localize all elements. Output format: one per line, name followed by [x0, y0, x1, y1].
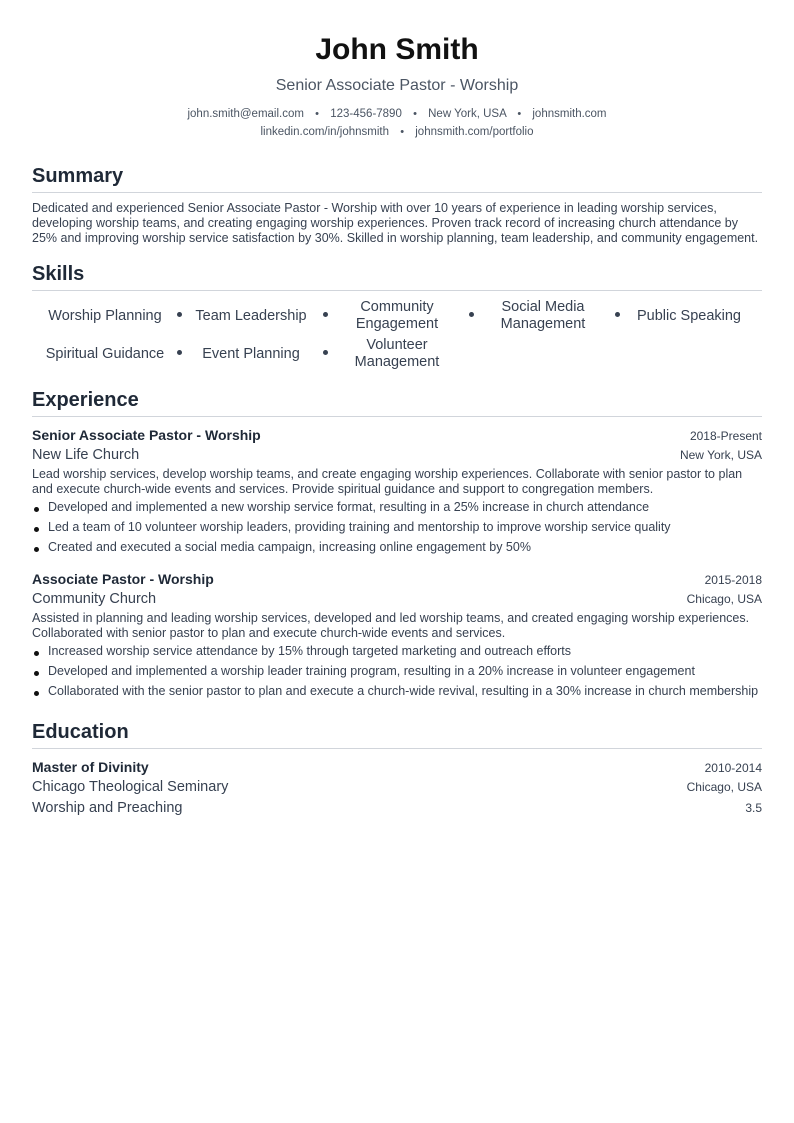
- job-achievements: [32, 644, 762, 699]
- contact-website[interactable]: johnsmith.com: [532, 108, 607, 120]
- bullet-dot-icon: [34, 671, 39, 676]
- education-entry: [32, 757, 762, 819]
- contact-separator: •: [413, 108, 417, 120]
- contact-linkedin[interactable]: linkedin.com/in/johnsmith: [260, 126, 389, 138]
- school-location: Chicago, USA: [686, 780, 762, 794]
- field-of-study: Worship and Preaching: [32, 800, 183, 816]
- list-item: [32, 684, 762, 699]
- job-location: Chicago, USA: [686, 592, 762, 606]
- contact-phone[interactable]: 123-456-7890: [330, 108, 402, 120]
- contact-separator: •: [400, 126, 405, 138]
- job-location: New York, USA: [679, 448, 762, 462]
- skill-label: Event Planning: [202, 345, 300, 362]
- job-dates: 2018-Present: [689, 429, 762, 443]
- bullet-dot-icon: [34, 527, 39, 532]
- job-organization: Community Church: [32, 591, 157, 607]
- experience-heading: Experience: [32, 387, 762, 417]
- job-entry: [32, 569, 762, 699]
- skill-label: Spiritual Guidance: [45, 345, 165, 362]
- education-heading: Education: [32, 719, 762, 749]
- list-item: [32, 500, 762, 515]
- skills-heading: Skills: [32, 261, 762, 291]
- candidate-name: John Smith: [315, 33, 479, 66]
- gpa-value: 3.5: [745, 801, 762, 815]
- contact-separator: •: [315, 108, 320, 120]
- list-item: [32, 520, 762, 535]
- skill-item: [616, 299, 762, 333]
- job-entry: [32, 425, 762, 555]
- skill-item: [178, 299, 324, 333]
- bullet-dot-icon: [34, 651, 39, 656]
- degree-name: Master of Divinity: [32, 759, 149, 775]
- skill-label: Volunteer Management: [354, 337, 440, 370]
- achievement-text: Collaborated with the senior pastor to plan and execute a church-wide revival, resulting in a 30% increase in church membership: [48, 684, 759, 698]
- education-dates: 2010-2014: [704, 761, 762, 775]
- skill-item: [32, 337, 178, 371]
- bullet-dot-icon: [34, 547, 39, 552]
- job-description: Lead worship services, develop worship teams, and create engaging worship experiences. Collaborate with senior pastor to plan and execute church-wide events and services. Provide spiritual guidance and support to congregation members.: [32, 467, 743, 496]
- skill-label: Worship Planning: [48, 307, 162, 324]
- skill-item: [324, 299, 470, 333]
- skill-label: Team Leadership: [195, 307, 307, 324]
- skill-item: [178, 337, 324, 371]
- contact-portfolio[interactable]: johnsmith.com/portfolio: [415, 126, 534, 138]
- skills-list: [32, 299, 762, 371]
- skill-label: Public Speaking: [637, 307, 741, 324]
- summary-heading: Summary: [32, 163, 762, 193]
- job-achievements: [32, 500, 762, 555]
- job-organization: New Life Church: [32, 447, 140, 463]
- contact-email[interactable]: john.smith@email.com: [187, 108, 304, 120]
- contact-location: New York, USA: [428, 108, 507, 120]
- candidate-title: Senior Associate Pastor - Worship: [275, 77, 519, 94]
- skill-item: [470, 299, 616, 333]
- contact-line-1: [32, 105, 762, 123]
- job-title: Senior Associate Pastor - Worship: [32, 427, 261, 443]
- achievement-text: Increased worship service attendance by 15% through targeted marketing and outreach efforts: [48, 644, 571, 658]
- resume-page: [32, 28, 762, 819]
- summary-text: Dedicated and experienced Senior Associate Pastor - Worship with over 10 years of experience in leading worship services, developing worship teams, and creating engaging worship experiences. Proven track record of increasing church attendance by 25% and improving worship service satisfaction by 30%. Skilled in worship planning, team leadership, and community engagement.: [32, 201, 759, 245]
- job-dates: 2015-2018: [704, 573, 762, 587]
- school-name: Chicago Theological Seminary: [32, 779, 229, 795]
- skill-label: Social Media Management: [500, 299, 586, 332]
- list-item: [32, 540, 762, 555]
- contact-line-2: [32, 123, 762, 141]
- bullet-dot-icon: [34, 691, 39, 696]
- job-description: Assisted in planning and leading worship services, developed and led worship teams, and created engaging worship experiences. Collaborated with senior pastor to plan and execute church-wide events and services.: [32, 611, 750, 640]
- achievement-text: Developed and implemented a new worship service format, resulting in a 25% increase in church attendance: [48, 500, 650, 514]
- achievement-text: Led a team of 10 volunteer worship leaders, providing training and mentorship to improve worship service quality: [48, 520, 671, 534]
- contact-separator: •: [517, 108, 522, 120]
- achievement-text: Developed and implemented a worship leader training program, resulting in a 20% increase in volunteer engagement: [48, 664, 695, 678]
- skill-item: [32, 299, 178, 333]
- skill-item: [324, 337, 470, 371]
- skill-label: Community Engagement: [355, 299, 439, 332]
- list-item: [32, 644, 762, 659]
- list-item: [32, 664, 762, 679]
- achievement-text: Created and executed a social media campaign, increasing online engagement by 50%: [48, 540, 531, 554]
- bullet-dot-icon: [34, 507, 39, 512]
- job-title: Associate Pastor - Worship: [32, 571, 214, 587]
